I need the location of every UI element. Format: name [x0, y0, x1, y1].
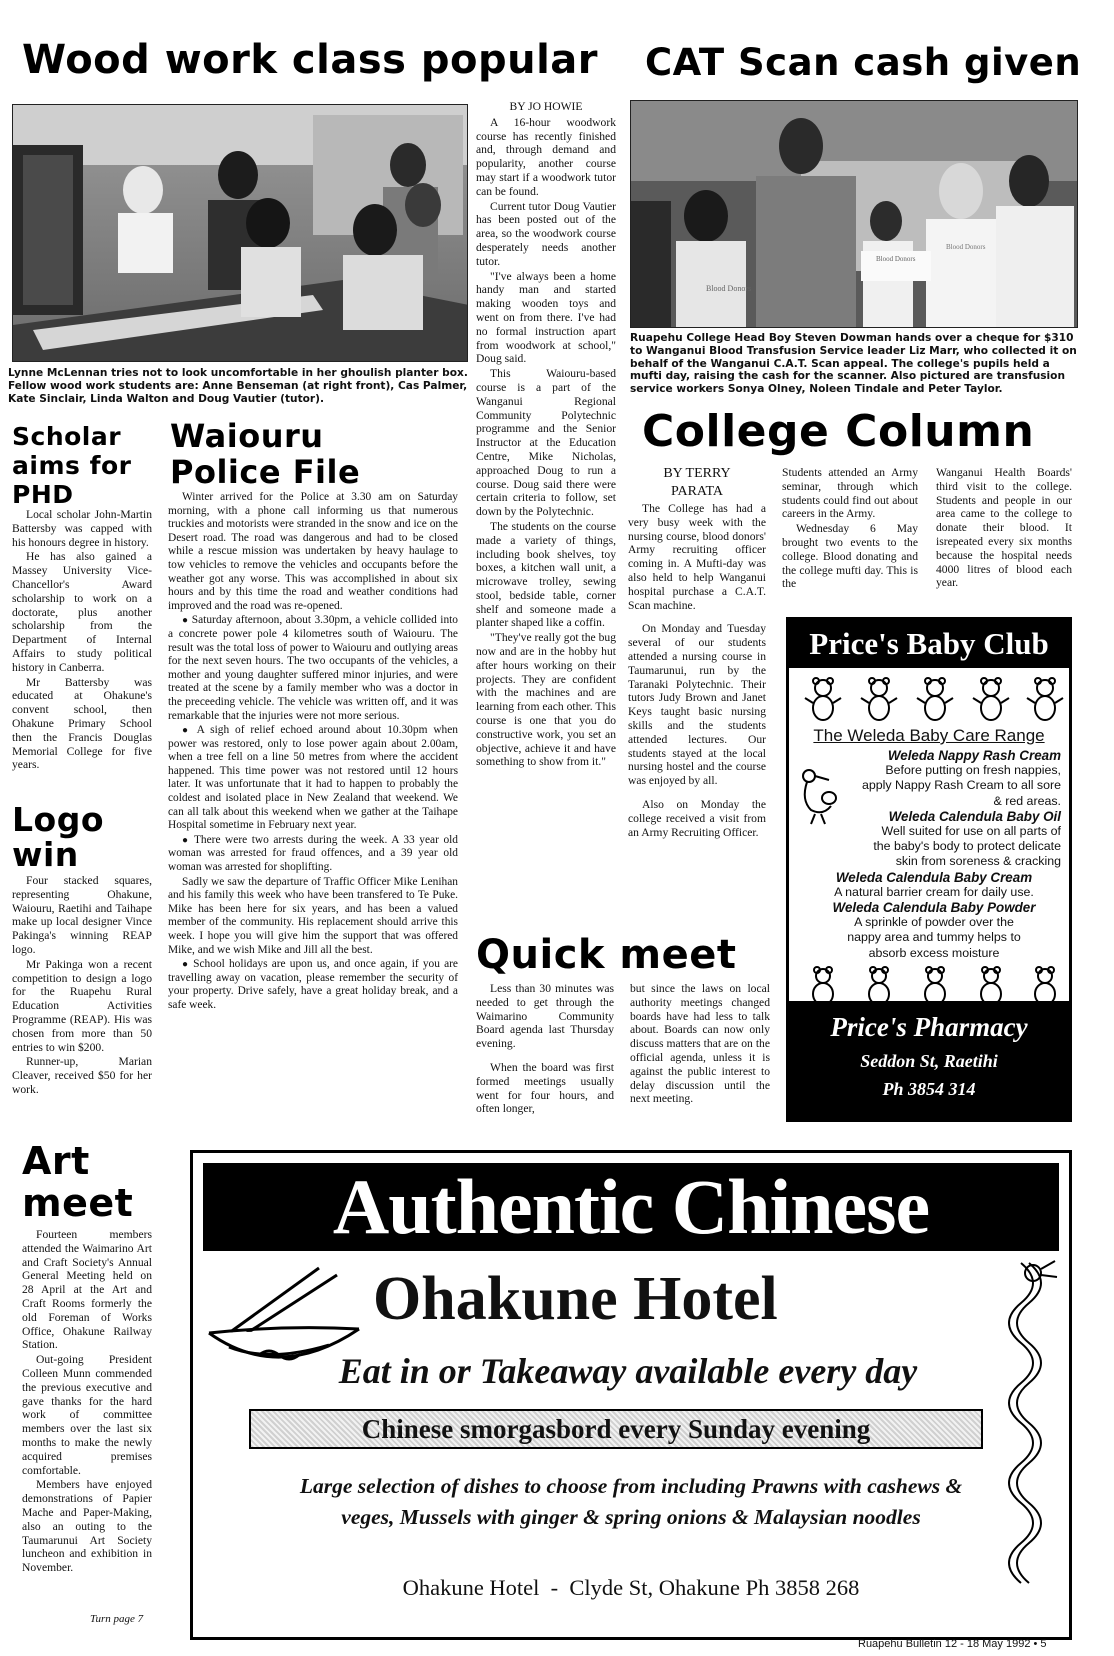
product-name: Weleda Nappy Rash Cream — [887, 748, 1061, 763]
woodwork-para: This Waiouru-based course is a part of the Wanganui Regional Community Polytechnic programme and the Senior Instructor at the Education Centre, Mike Nicholas, approached Doug to run a course. Doug said there were certain criteria to follow, set down by the Polytechnic. — [476, 367, 616, 519]
quick-col-2 — [630, 982, 770, 1107]
product-line: absorb excess moisture — [868, 945, 1000, 960]
art-headline: Art meet — [22, 1139, 134, 1225]
pharmacy-street: Seddon St, Raetihi — [860, 1051, 998, 1071]
logo-para: Runner-up, Marian Cleaver, received $50 for her work. — [12, 1055, 152, 1096]
logo-headline: Logo win — [12, 800, 104, 874]
product-line: apply Nappy Rash Cream to all sore — [861, 778, 1061, 793]
catscan-photo-image — [631, 101, 1078, 328]
college-para: On Monday and Tuesday several of our students attended a nursing course in Taumarunui, run by the Taranaki Polytechnic. Their tutors Judy Brown and Janet Keys taught basic nursing skills and the students attended lectures. Our students stayed at the local nursing hostel and the course was enjoyed by all. — [628, 622, 766, 788]
baby-club-ad — [786, 617, 1072, 1122]
chinese-ad-title: Authentic Chinese — [203, 1163, 1059, 1251]
product-name: Weleda Calendula Baby Cream — [835, 869, 1033, 885]
police-headline: Waiouru Police File — [170, 417, 361, 491]
shirt-text-1: Blood Donors — [706, 284, 752, 293]
stork-icon — [795, 766, 839, 826]
woodwork-para: "They've really got the bug now and are in the hobby hut after hours working on their projects. They are confident with the machines and are learning from each other. This course is one that you do constructive work, you set an objective, achieve it and have something to show from it." — [476, 631, 616, 769]
quick-para: Less than 30 minutes was needed to get through the Waimarino Community Board agenda last Thursday evening. — [476, 982, 614, 1051]
police-para: Sadly we saw the departure of Traffic Officer Mike Lenihan and his family this week who have been transfered to Te Puke. Mike has been here for six years, and has been a valued member of the community. His replacement should arrive this week. I hope you will give him the support that was offered Mike, and we wish Mike and Jill all the best. — [168, 875, 458, 956]
art-para: Out-going President Colleen Munn commended the previous executive and gave thanks for the hard work of committee members over the last six months to make the newly acquired premises comfortable. — [22, 1353, 152, 1477]
product-line: skin from soreness & cracking — [895, 854, 1061, 869]
pharmacy-block — [789, 1001, 1069, 1119]
hotel-address: Ohakune Hotel - Clyde St, Ohakune Ph 3858 268 — [402, 1575, 860, 1600]
pharmacy-phone: Ph 3854 314 — [882, 1079, 976, 1099]
smorgasbord-banner: Chinese smorgasbord every Sunday evening — [249, 1409, 983, 1449]
police-para: ● School holidays are upon us, and once again, if you are travelling away on vacation, please remember the security of your property. Drive safely, have a great holiday break, and a safe week. — [168, 958, 458, 1012]
police-para: ● There were two arrests during the week. A 33 year old woman was arrested for fraud offences, and a 39 year old woman was arrested for shoplifting. — [168, 834, 458, 875]
college-byline-2: PARATA — [670, 484, 724, 499]
quick-col-1 — [476, 982, 614, 1117]
product-name: Weleda Calendula Baby Oil — [888, 808, 1061, 824]
quick-para: but since the laws on local authority meetings changed boards have had less to talk about. Boards can now only discuss matters that are on the official agenda, unless it is against the public interest to delay discussion until the next meeting. — [630, 982, 770, 1106]
woodwork-para: A 16-hour woodwork course has recently finished and, through demand and popularity, another course may start if a woodwork tutor can be found. — [476, 115, 616, 198]
woodwork-caption: Lynne McLennan tries not to look uncomfortable in her ghoulish planter box. Fellow wood work students are: Anne Benseman (at right front), Cas Palmer, Kate Sinclair, Linda Walton and Doug Vautier (tutor). — [8, 367, 468, 405]
product-line: nappy area and tummy helps to — [847, 930, 1021, 945]
college-para: Wanganui Health Boards' third visit to the college. Students and people in our area came to the college to donate their blood. It isrepeated every six months because the hospital needs 4000 litres of blood each year. — [936, 466, 1072, 590]
hotel-name: Ohakune Hotel — [373, 1265, 778, 1333]
product-name: Weleda Calendula Baby Powder — [832, 900, 1036, 916]
catscan-caption: Ruapehu College Head Boy Steven Dowman hands over a cheque for $310 to Wanganui Blood Transfusion Service leader Liz Marr, who collected it on behalf of the Wanganui C.A.T. Scan appeal. The college's pupils held a mufti day, raising the cash for the scanner. Also pictured are transfusion service workers Sonya Olney, Noleen Tindale and Peter Taylor. — [630, 332, 1077, 396]
product-line: Before putting on fresh nappies, — [885, 763, 1061, 778]
college-byline-1: BY TERRY — [663, 466, 731, 481]
art-turn-page: Turn page 7 — [90, 1613, 144, 1625]
woodwork-para: Current tutor Doug Vautier has been posted out of the area, so the woodwork course desperately needs another tutor. — [476, 199, 616, 268]
woodwork-photo-image — [13, 105, 468, 362]
product-line: the baby's body to protect delicate — [873, 839, 1061, 854]
woodwork-headline: Wood work class popular — [22, 37, 599, 83]
college-col-3 — [936, 466, 1072, 591]
art-para: Members have enjoyed demonstrations of Papier Mache and Paper-Making, also an outing to the Taumarunui Art Society luncheon and exhibition in November. — [22, 1478, 152, 1575]
menu-line-2: veges, Mussels with ginger & spring onions & Malaysian noodles — [341, 1505, 921, 1529]
college-col-1 — [628, 466, 766, 840]
police-story — [168, 491, 458, 1014]
woodwork-byline: BY JO HOWIE — [509, 100, 583, 113]
police-para: ● Saturday afternoon, about 3.30pm, a vehicle collided into a concrete power pole 4 kilometres south of Waiouru. The result was the total loss of power to Waiouru and outlying areas for the next seven hours. The two occupants of the vehicles, a mother and young daughter suffered minor injuries, and were treated at the scene by a family member who was a doctor in the preceeding vehicle. The vehicle was written off, and it was remarkable that the injuries were not more serious. — [168, 614, 458, 723]
art-para: Fourteen members attended the Waimarino Art and Craft Society's Annual General Meeting held on 28 April at the Art and Craft Rooms formerly the old Foreman of Works Office, Ohakune Railway Station. — [22, 1228, 152, 1352]
logo-story — [12, 874, 152, 1098]
logo-para: Four stacked squares, representing Ohakune, Waiouru, Raetihi and Taihape make up local designer Vince Pakinga's winning REAP logo. — [12, 874, 152, 956]
product-line: A natural barrier cream for daily use. — [834, 884, 1034, 899]
college-headline: College Column — [642, 406, 1035, 457]
police-para: ● A sigh of relief echoed around about 10.30pm when power was restored, only to lose power again about 2.00am, when a tree fell on a line 50 metres from where the accident happened. This time power was not restored until 12 hours later. It was unfortunate that it had to happen to probably the coldest and isolated place in New Zealand that weekend. We can all talk about this weekend when we gather at the Taihape Hospital sometime in February next year. — [168, 724, 458, 833]
scholar-para: Local scholar John-Martin Battersby was capped with his honours degree in history. — [12, 508, 152, 549]
police-para: Winter arrived for the Police at 3.30 am on Saturday morning, with a phone call informing us that numerous truckies and motorists were stranded in the snow and ice on the Desert road. The road was dangerous and had to be closed while a rescue mission was undertaken by heavy haulage to tow vehicles to remove the vehicles and occupants before the weather got any worse. This was accomplished in about six hours and by this time the road and weather conditions had improved and the road was re-opened. — [168, 491, 458, 612]
chinese-ad — [190, 1150, 1072, 1640]
woodwork-para: The students on the course made a variety of things, including book shelves, toy boxes, a kitchen wall unit, a microwave trolley, sewing stool, bedside table, corner shelf and someone made a planter shaped like a coffin. — [476, 519, 616, 630]
menu-line-1: Large selection of dishes to choose from including Prawns with cashews & — [299, 1474, 963, 1498]
quick-para: When the board was first formed meetings usually went for four hours, and often longer, — [476, 1060, 614, 1116]
scholar-story — [12, 508, 152, 773]
product-line: & red areas. — [993, 793, 1061, 808]
woodwork-photo — [12, 104, 468, 362]
woodwork-para: "I've always been a home handy man and started making wooden toys and went on from there. I've had no formal instruction apart from woodwork at school," Doug said. — [476, 269, 616, 366]
page-footer: Ruapehu Bulletin 12 - 18 May 1992 • 5 — [858, 1638, 1047, 1650]
scholar-para: Mr Battersby was educated at Ohakune's convent school, then Ohakune Primary School then the Francis Douglas Memorial College for five years. — [12, 675, 152, 772]
woodwork-story — [476, 100, 616, 770]
shirt-text-3: Blood Donors — [946, 243, 986, 251]
catscan-photo — [630, 100, 1078, 328]
baby-range-title: The Weleda Baby Care Range — [813, 726, 1045, 745]
college-col-2 — [782, 466, 918, 592]
shirt-text-2: Blood Donors — [876, 255, 916, 263]
college-para: Also on Monday the college received a visit from an Army Recruiting Officer. — [628, 797, 766, 839]
scholar-para: He has also gained a Massey University Vice-Chancellor's Award scholarship to work on a doctorate, plus another scholarship from the Department of Internal Affairs to study political history in Canberra. — [12, 550, 152, 674]
college-para: Wednesday 6 May brought two events to the college. Blood donating and the college mufti day. This is the — [782, 522, 918, 591]
quick-headline: Quick meet — [476, 932, 737, 978]
catscan-headline: CAT Scan cash given — [645, 41, 1082, 84]
scholar-headline: Scholar aims for PHD — [12, 422, 132, 509]
teddy-bear-row-top — [789, 674, 1069, 724]
art-story — [22, 1228, 152, 1576]
logo-para: Mr Pakinga won a recent competition to design a logo for the Ruapehu Rural Education Activities Programme (REAP). His was chosen from more than 50 entries to win $200. — [12, 957, 152, 1054]
baby-club-title: Price's Baby Club — [789, 620, 1069, 668]
college-para: The College has had a very busy week with the nursing course, blood donors' Army recruiting officer coming in. A Mufti-day was also held to help Wanganui hospital purchase a C.A.T. Scan machine. — [628, 502, 766, 612]
college-para: Students attended an Army seminar, through which students could find out about careers in the Army. — [782, 466, 918, 521]
ad-tagline: Eat in or Takeaway available every day — [338, 1351, 918, 1391]
pharmacy-name: Price's Pharmacy — [830, 1012, 1028, 1042]
product-line: A sprinkle of powder over the — [854, 915, 1014, 930]
product-line: Well suited for use on all parts of — [881, 824, 1061, 839]
